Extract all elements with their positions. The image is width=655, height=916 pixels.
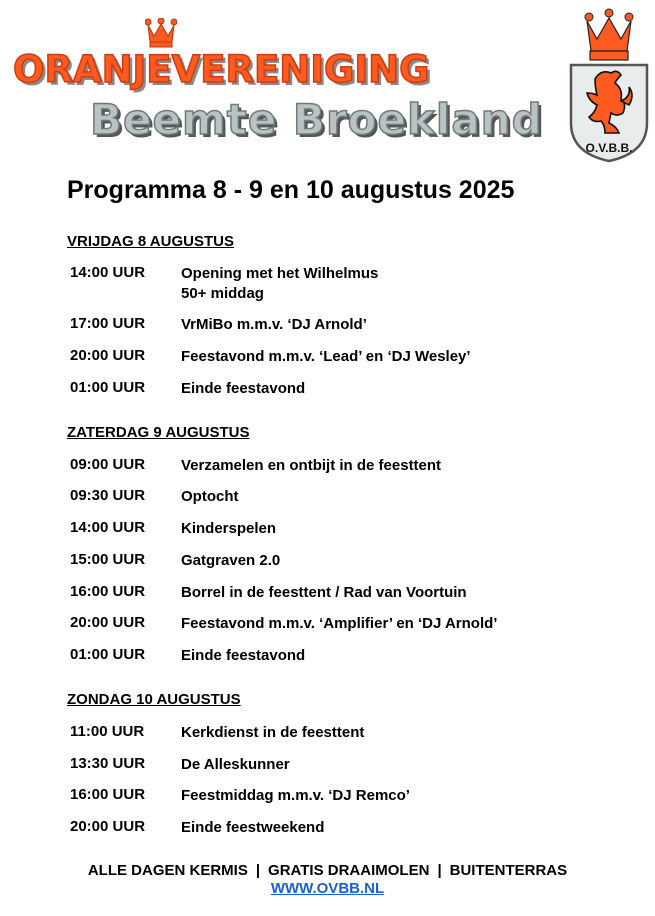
ovbb-logo [565,5,653,165]
page-title: Programma 8 - 9 en 10 augustus 2025 [67,176,515,204]
item-desc: Feestavond m.m.v. ‘Amplifier’ en ‘DJ Arnold’ [181,615,498,632]
item-desc: Einde feestavond [181,647,306,664]
day-heading-vrijdag: VRIJDAG 8 AUGUSTUS [67,233,234,250]
item-time: 16:00 UUR [70,786,146,803]
item-desc: De Alleskunner [181,756,290,773]
item-time: 11:00 UUR [70,723,145,740]
item-desc: Verzamelen en ontbijt in de feesttent [181,457,442,474]
item-time: 15:00 UUR [70,551,146,568]
item-desc: Gatgraven 2.0 [181,552,281,569]
item-time: 14:00 UUR [70,264,146,281]
item-time: 17:00 UUR [70,315,146,332]
website-link[interactable]: WWW.OVBB.NL [270,880,385,897]
item-desc: VrMiBo m.m.v. ‘DJ Arnold’ [181,316,367,333]
item-desc [181,264,378,304]
item-desc-line2: 50+ middag [181,285,264,302]
logo-crown-icon [585,9,633,60]
title-oranjevereniging: ORANJEVERENIGING [13,48,430,91]
day-heading-zaterdag: ZATERDAG 9 AUGUSTUS [67,424,250,441]
logo-text: O.V.B.B. [585,141,633,155]
item-time: 09:00 UUR [70,456,146,473]
item-time: 20:00 UUR [70,614,146,631]
item-desc: Einde feestweekend [181,819,325,836]
item-desc: Optocht [181,488,239,505]
day-heading-zondag: ZONDAG 10 AUGUSTUS [67,691,241,708]
item-desc: Feestmiddag m.m.v. ‘DJ Remco’ [181,787,410,804]
footer-item: ALLE DAGEN KERMIS [87,862,248,879]
footer-separator: | [437,862,442,879]
item-time: 16:00 UUR [70,583,146,600]
footer-item: GRATIS DRAAIMOLEN [268,862,430,879]
header [0,0,655,170]
item-time: 13:30 UUR [70,755,146,772]
item-desc-line1: Opening met het Wilhelmus [181,265,379,282]
crown-icon [145,18,177,48]
item-desc: Kinderspelen [181,520,277,537]
item-time: 01:00 UUR [70,379,146,396]
footer-url-wrap [0,880,655,897]
item-desc: Kerkdienst in de feesttent [181,724,365,741]
item-time: 14:00 UUR [70,519,146,536]
footer-separator: | [255,862,261,879]
footer-item: BUITENTERRAS [449,862,568,879]
item-time: 09:30 UUR [70,487,146,504]
title-beemte-broekland: Beemte Broekland [90,95,543,144]
item-time: 20:00 UUR [70,818,146,835]
footer-features [0,862,655,879]
item-time: 01:00 UUR [70,646,146,663]
item-desc: Feestavond m.m.v. ‘Lead’ en ‘DJ Wesley’ [181,348,471,365]
item-desc: Borrel in de feesttent / Rad van Voortuin [181,584,467,601]
item-desc: Einde feestavond [181,380,306,397]
item-time: 20:00 UUR [70,347,146,364]
